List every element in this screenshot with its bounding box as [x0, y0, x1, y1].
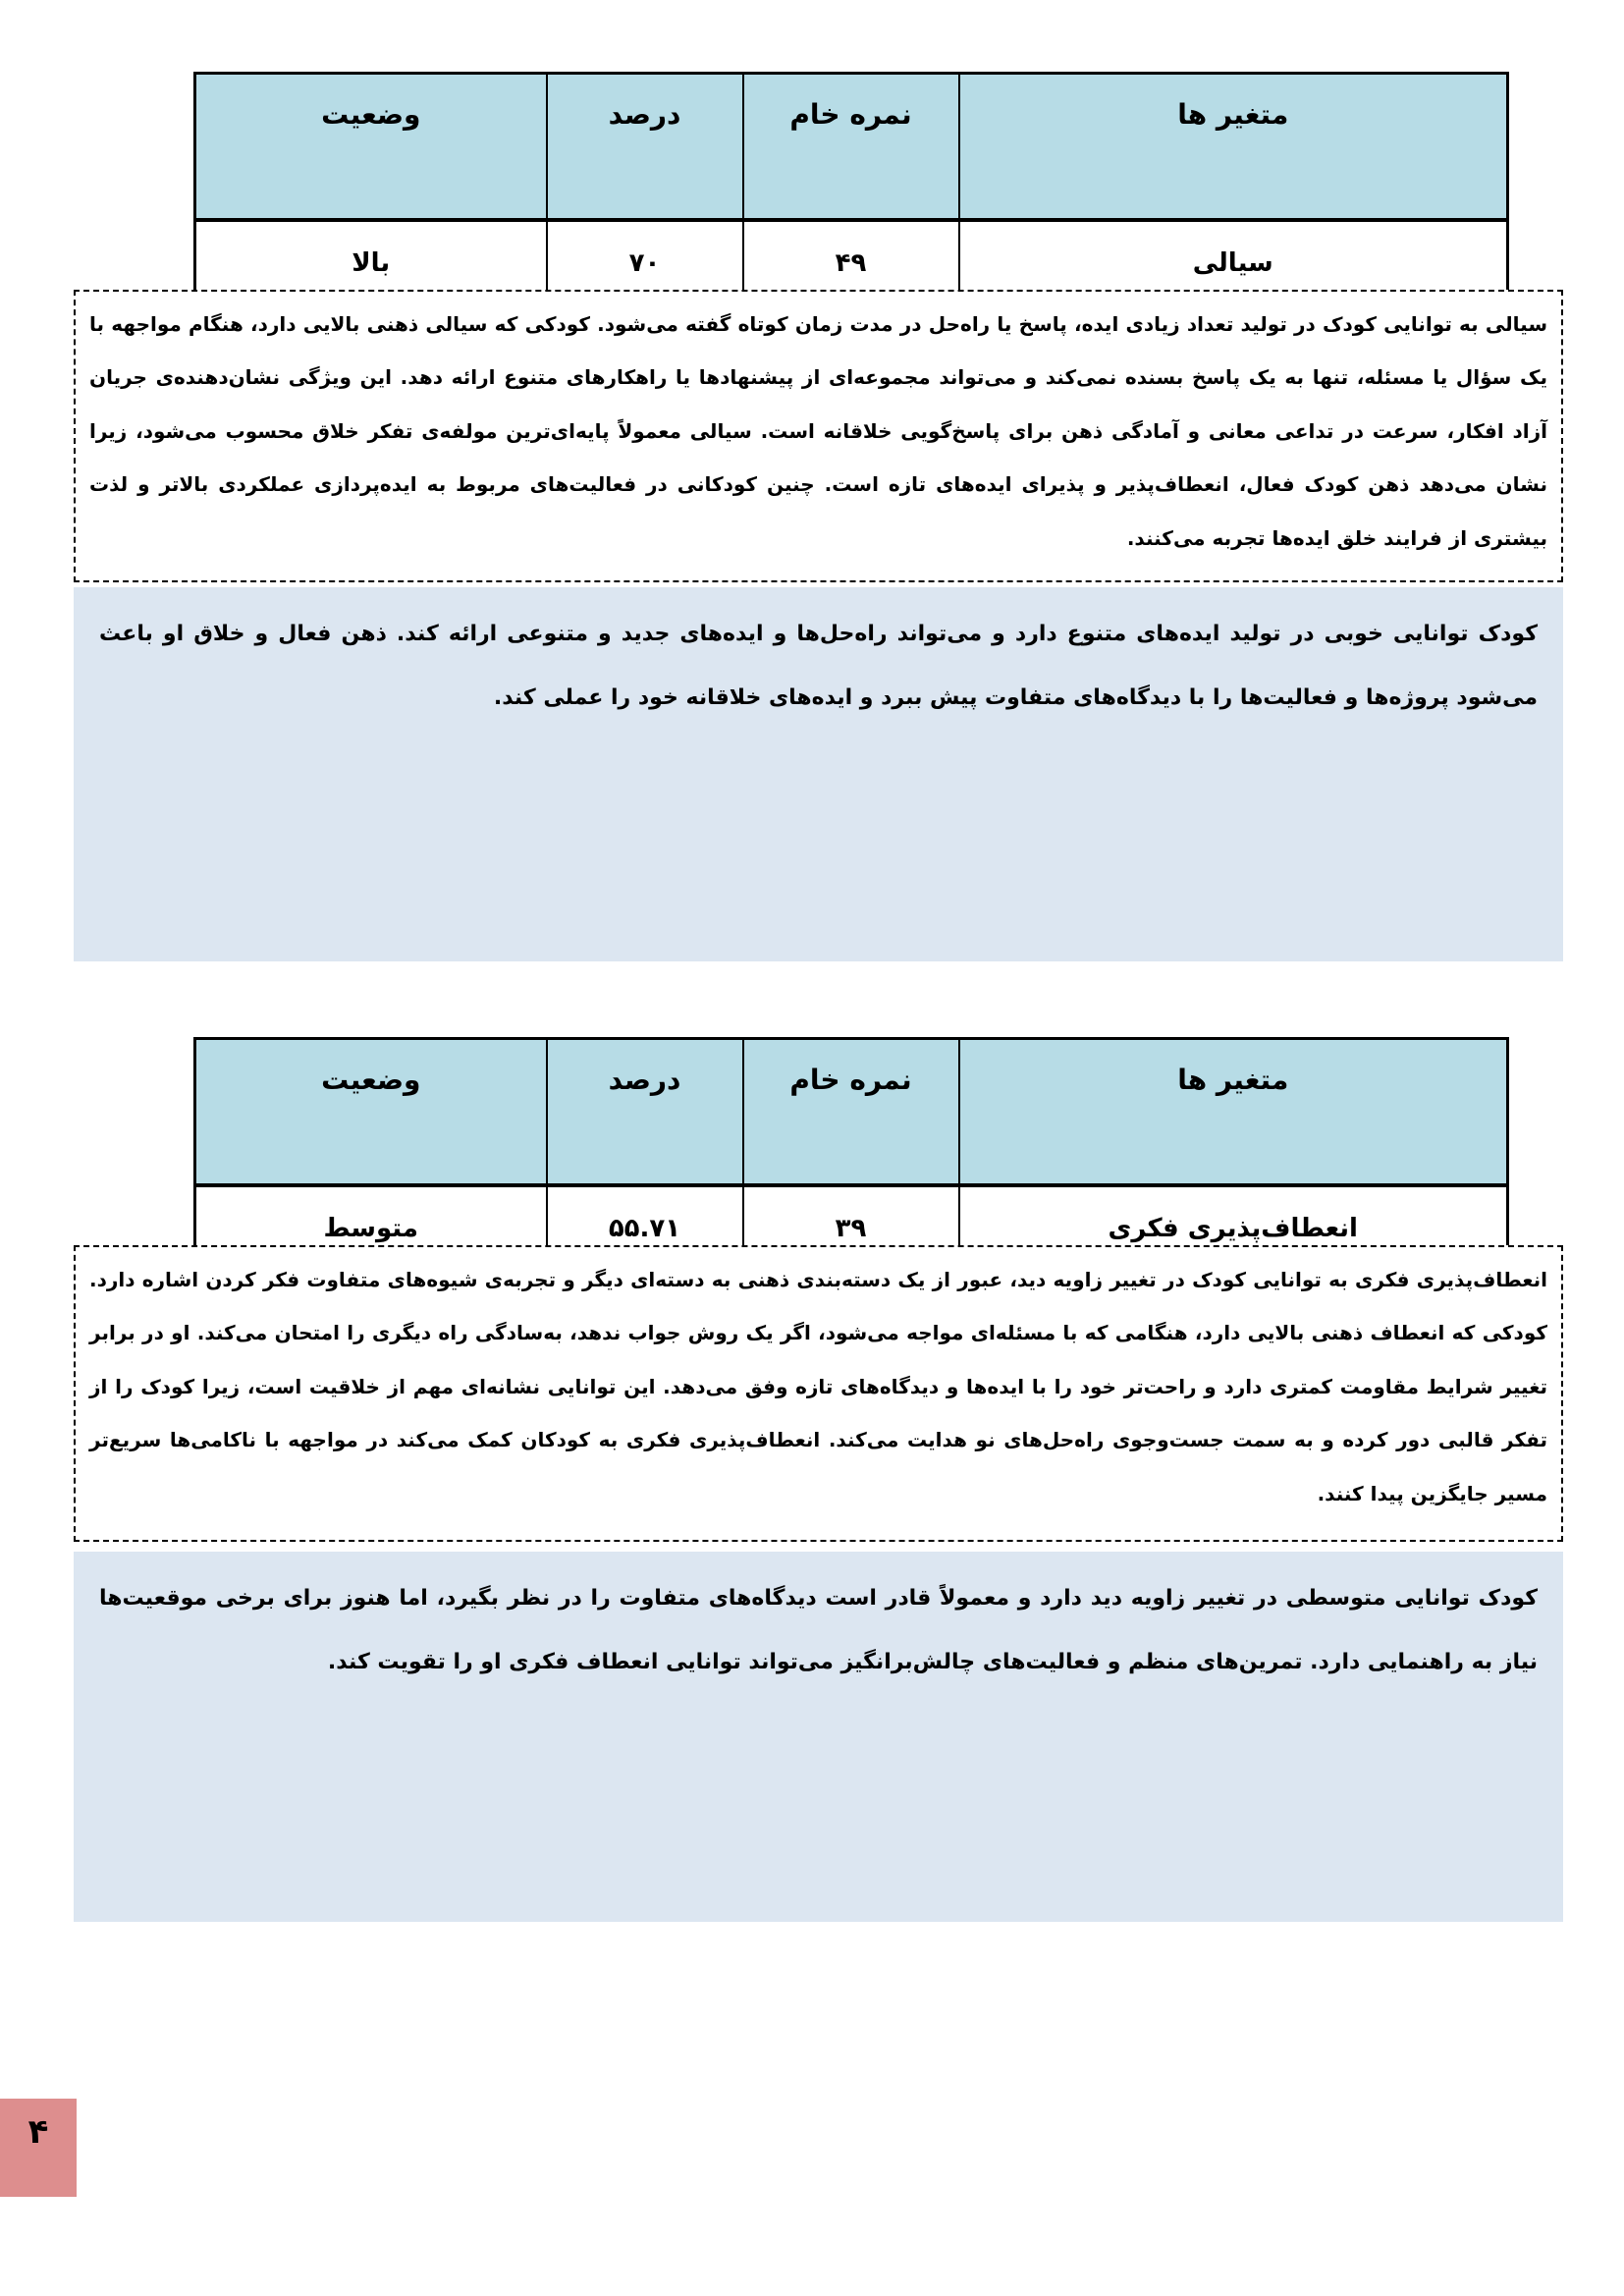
fluency-interpretation-text: کودک توانایی خوبی در تولید ایده‌های متنوع دارد و می‌تواند راه‌حل‌ها و ایده‌های جدید و متنوعی ارائه کند. ذهن فعال و خلاق او باعث می‌شود پروژه‌ها و فعالیت‌ها را با دیدگاه‌های متفاوت پیش ببرد و ایده‌های خلاقانه خود را عملی کند.: [99, 622, 1538, 710]
column-header-variable: متغیر ها: [959, 74, 1508, 221]
fluency-variable-cell: سیالی: [959, 220, 1508, 306]
fluency-score-table: [193, 72, 1509, 307]
column-header-status: وضعیت: [195, 1039, 547, 1186]
column-header-percent: درصد: [547, 74, 743, 221]
page-number-badge: [0, 2099, 77, 2197]
flexibility-variable-cell: انعطاف‌پذیری فکری: [959, 1185, 1508, 1272]
column-header-percent: درصد: [547, 1039, 743, 1186]
fluency-interpretation-box: [74, 587, 1563, 961]
flexibility-description-text: انعطاف‌پذیری فکری به توانایی کودک در تغییر زاویه دید، عبور از یک دسته‌بندی ذهنی به دسته‌ای دیگر و تجربه‌ی شیوه‌های متفاوت فکر کردن اشاره دارد. کودکی که انعطاف ذهنی بالایی دارد، هنگامی که با مسئله‌ای مواجه می‌شود، اگر یک روش جواب ندهد، به‌سادگی راه دیگری را امتحان می‌کند. او در برابر تغییر شرایط مقاومت کمتری دارد و راحت‌تر خود را با ایده‌ها و دیدگاه‌های تازه وفق می‌دهد. این توانایی نشانه‌ای مهم از خلاقیت است، زیرا کودک را از تفکر قالبی دور کرده و به سمت جست‌وجوی راه‌حل‌های نو هدایت می‌کند. انعطاف‌پذیری فکری به کودکان کمک می‌کند در مواجهه با ناکامی‌ها سریع‌تر مسیر جایگزین پیدا کنند.: [89, 1268, 1547, 1505]
flexibility-percent-cell: ۵۵.۷۱: [547, 1185, 743, 1272]
page-number: ۴: [27, 2112, 49, 2152]
flexibility-description-box: [74, 1245, 1563, 1542]
flexibility-interpretation-box: [74, 1552, 1563, 1922]
column-header-status: وضعیت: [195, 74, 547, 221]
fluency-status-cell: بالا: [195, 220, 547, 306]
fluency-description-box: [74, 290, 1563, 582]
fluency-raw-score-cell: ۴۹: [743, 220, 959, 306]
flexibility-raw-score-cell: ۳۹: [743, 1185, 959, 1272]
flexibility-interpretation-text: کودک توانایی متوسطی در تغییر زاویه دید دارد و معمولاً قادر است دیدگاه‌های متفاوت را در نظر بگیرد، اما هنوز برای برخی موقعیت‌ها نیاز به راهنمایی دارد. تمرین‌های منظم و فعالیت‌های چالش‌برانگیز می‌تواند توانایی انعطاف فکری او را تقویت کند.: [99, 1586, 1538, 1674]
column-header-raw-score: نمره خام: [743, 1039, 959, 1186]
column-header-raw-score: نمره خام: [743, 74, 959, 221]
table-header-row: [195, 1039, 1508, 1186]
fluency-description-text: سیالی به توانایی کودک در تولید تعداد زیادی ایده، پاسخ یا راه‌حل در مدت زمان کوتاه گفته می‌شود. کودکی که سیالی ذهنی بالایی دارد، هنگام مواجهه با یک سؤال یا مسئله، تنها به یک پاسخ بسنده نمی‌کند و می‌تواند مجموعه‌ای از پیشنهادها یا راهکارهای متنوع ارائه دهد. این ویژگی نشان‌دهنده‌ی جریان آزاد افکار، سرعت در تداعی معانی و آمادگی ذهن برای پاسخ‌گویی خلاقانه است. سیالی معمولاً پایه‌ای‌ترین مولفه‌ی تفکر خلاق محسوب می‌شود، زیرا نشان می‌دهد ذهن کودک فعال، انعطاف‌پذیر و پذیرای ایده‌های تازه است. چنین کودکانی در فعالیت‌های مربوط به ایده‌پردازی عملکردی بالاتر و لذت بیشتری از فرایند خلق ایده‌ها تجربه می‌کنند.: [89, 312, 1547, 550]
table-header-row: [195, 74, 1508, 221]
flexibility-status-cell: متوسط: [195, 1185, 547, 1272]
fluency-percent-cell: ۷۰: [547, 220, 743, 306]
column-header-variable: متغیر ها: [959, 1039, 1508, 1186]
flexibility-score-table: [193, 1037, 1509, 1273]
